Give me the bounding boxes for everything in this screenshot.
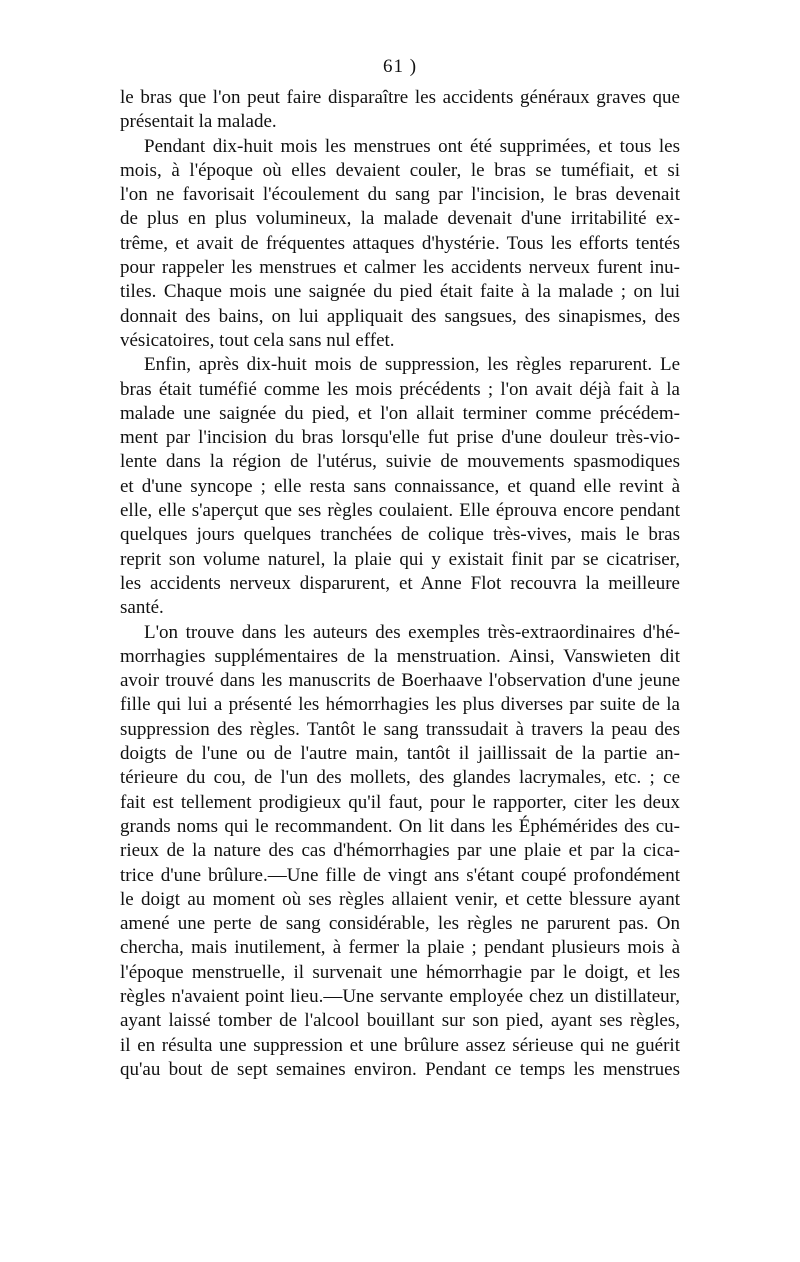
text-line: suppression des règles. Tantôt le sang transsudait à travers la peau des — [120, 718, 680, 740]
page-number: 61 ) — [382, 56, 418, 77]
text-line: fille qui lui a présenté les hémorrhagies les plus diverses par suite de la — [120, 694, 680, 716]
text-line: donnait des bains, on lui appliquait des sangsues, des sinapismes, des — [120, 305, 680, 327]
text-line: pour rappeler les menstrues et calmer les accidents nerveux furent inu- — [120, 257, 680, 279]
text-line: rieux de la nature des cas d'hémorrhagies par une plaie et par la cica- — [120, 840, 680, 862]
text-line: tiles. Chaque mois une saignée du pied était faite à la malade ; on lui — [120, 281, 680, 303]
text-line: grands noms qui le recommandent. On lit dans les Éphémérides des cu- — [120, 815, 680, 837]
text-line: trême, et avait de fréquentes attaques d'hystérie. Tous les efforts tentés — [120, 232, 680, 254]
text-line: Pendant dix-huit mois les menstrues ont été supprimées, et tous les — [144, 135, 680, 157]
text-line: les accidents nerveux disparurent, et Anne Flot recouvra la meilleure — [120, 572, 680, 594]
text-line: doigts de l'une ou de l'autre main, tantôt il jaillissait de la partie an- — [120, 743, 680, 765]
text-line: ment par l'incision du bras lorsqu'elle fut prise d'une douleur très-vio- — [120, 427, 680, 449]
text-line: elle, elle s'aperçut que ses règles coulaient. Elle éprouva encore pendant — [120, 500, 680, 522]
text-line: ayant laissé tomber de l'alcool bouillant sur son pied, ayant ses règles, — [120, 1010, 680, 1032]
text-line: trice d'une brûlure.—Une fille de vingt ans s'étant coupé profondément — [120, 864, 680, 886]
body-text — [120, 86, 680, 1082]
text-line: et d'une syncope ; elle resta sans connaissance, et quand elle revint à — [120, 475, 680, 497]
text-line: qu'au bout de sept semaines environ. Pendant ce temps les menstrues — [120, 1058, 680, 1080]
text-line: le bras que l'on peut faire disparaître les accidents généraux graves que — [120, 87, 680, 108]
text-line: reprit son volume naturel, la plaie qui y existait finit par se cicatriser, — [120, 548, 680, 570]
text-line: térieure du cou, de l'un des mollets, des glandes lacrymales, etc. ; ce — [120, 767, 680, 789]
text-line: de plus en plus volumineux, la malade devenait d'une irritabilité ex- — [120, 208, 680, 230]
text-line: malade une saignée du pied, et l'on allait terminer comme précédem- — [120, 402, 680, 424]
text-line: lente dans la région de l'utérus, suivie de mouvements spasmodiques — [120, 451, 680, 473]
text-line: l'on ne favorisait l'écoulement du sang par l'incision, le bras devenait — [120, 184, 680, 206]
text-line: il en résulta une suppression et une brûlure assez sérieuse qui ne guérit — [120, 1034, 680, 1056]
text-line: amené une perte de sang considérable, les règles ne parurent pas. On — [120, 913, 680, 935]
text-line: fait est tellement prodigieux qu'il faut, pour le rapporter, citer les deux — [120, 791, 680, 813]
text-line: Enfin, après dix-huit mois de suppression, les règles reparurent. Le — [144, 354, 680, 376]
text-line: avoir trouvé dans les manuscrits de Boerhaave l'observation d'une jeune — [120, 670, 680, 692]
text-line: l'époque menstruelle, il survenait une hémorrhagie par le doigt, et les — [120, 961, 680, 983]
text-line: vésicatoires, tout cela sans nul effet. — [120, 329, 395, 351]
text-line: chercha, mais inutilement, à fermer la plaie ; pendant plusieurs mois à — [120, 937, 680, 959]
text-line: bras était tuméfié comme les mois précédents ; l'on avait déjà fait à la — [120, 378, 680, 400]
text-line: santé. — [120, 597, 164, 619]
text-line: présentait la malade. — [120, 111, 277, 133]
text-line: L'on trouve dans les auteurs des exemples très-extraordinaires d'hé- — [144, 621, 680, 643]
text-line: quelques jours quelques tranchées de colique très-vives, mais le bras — [120, 524, 680, 546]
text-line: le doigt au moment où ses règles allaient venir, et cette blessure ayant — [120, 888, 680, 910]
text-line: mois, à l'époque où elles devaient couler, le bras se tuméfiait, et si — [120, 159, 680, 181]
text-line: morrhagies supplémentaires de la menstruation. Ainsi, Vanswieten dit — [120, 645, 680, 667]
text-line: règles n'avaient point lieu.—Une servante employée chez un distillateur, — [120, 985, 680, 1007]
